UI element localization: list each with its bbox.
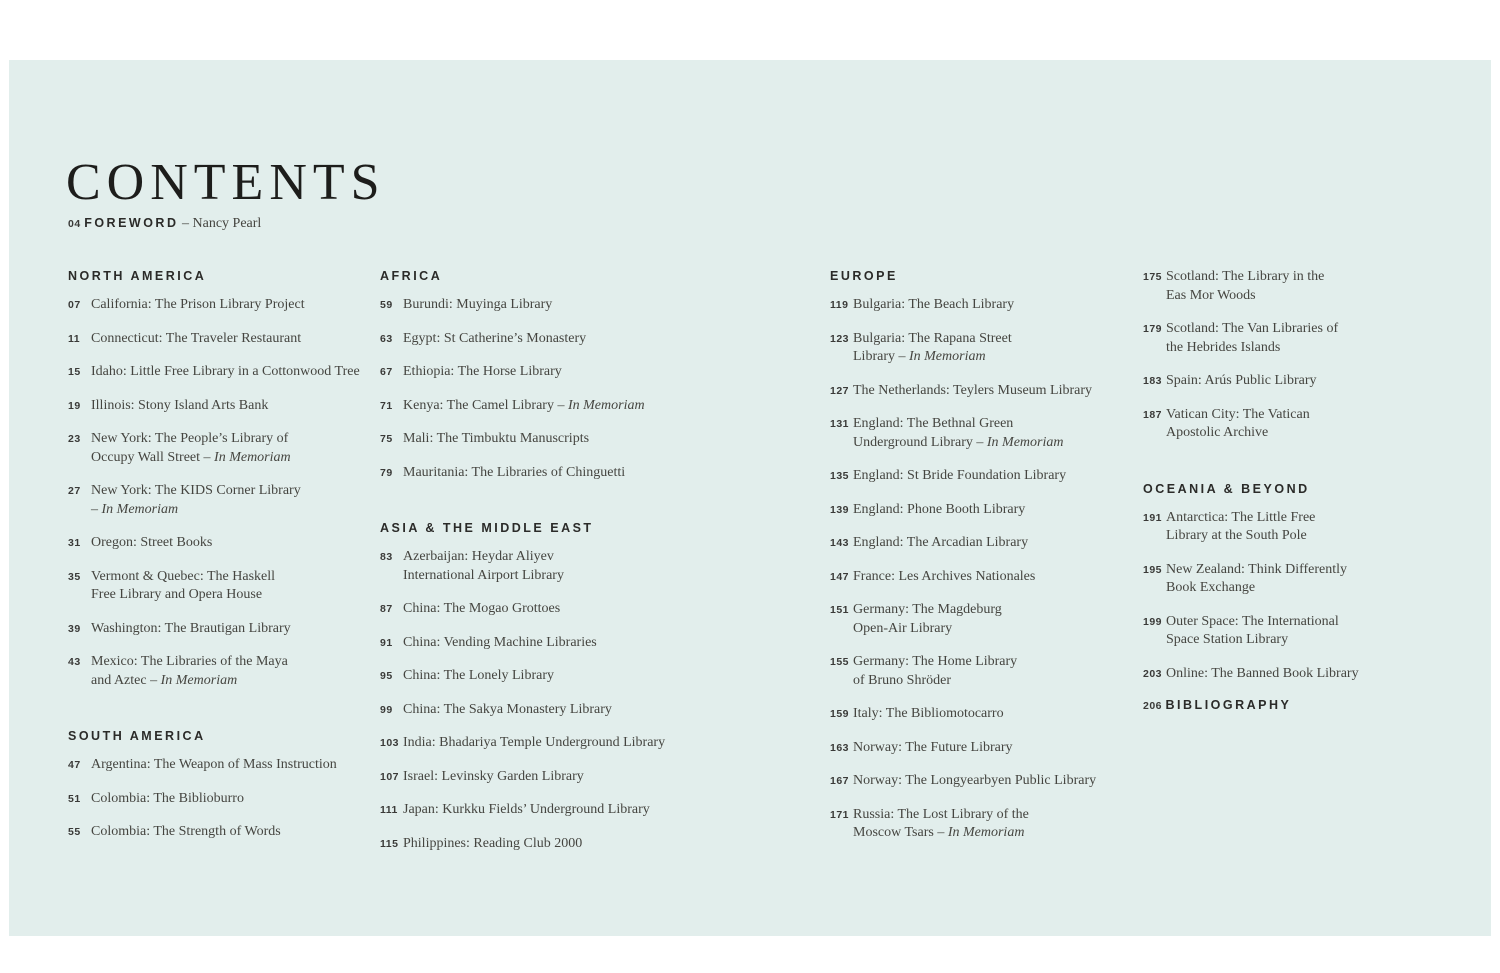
toc-entry [1143, 268, 1395, 305]
page-number: 115 [380, 837, 399, 850]
toc-entry [68, 620, 380, 639]
entry-title: New York: The KIDS Corner Library – In Memoriam [91, 483, 301, 517]
toc-column-4 [1143, 268, 1395, 714]
section-heading: ASIA & THE MIDDLE EAST [380, 521, 594, 535]
entry-title: China: The Lonely Library [403, 668, 554, 683]
toc-entry [1143, 509, 1395, 546]
page-number: 127 [830, 384, 850, 397]
page-number: 15 [68, 366, 81, 378]
toc-entry [1143, 372, 1395, 391]
page-number: 35 [68, 570, 81, 583]
page-number: 199 [1143, 615, 1163, 628]
page-number: 11 [68, 332, 81, 345]
section-heading: NORTH AMERICA [68, 269, 207, 283]
entry-title: Colombia: The Biblioburro [91, 790, 244, 806]
toc-entry [68, 756, 380, 775]
toc-entry [380, 801, 692, 820]
toc-entry [830, 296, 1132, 315]
entry-title: Antarctica: The Little Free Library at the South Pole [1166, 509, 1316, 543]
page-number: 159 [830, 708, 850, 720]
page-number: 59 [380, 299, 393, 311]
foreword-author: – Nancy Pearl [182, 216, 262, 231]
page-number: 79 [380, 466, 393, 479]
toc-entry [68, 653, 380, 690]
entry-title: Spain: Arús Public Library [1166, 373, 1317, 388]
toc-entry [830, 501, 1132, 520]
toc-entry [380, 701, 692, 720]
toc-entry [380, 768, 692, 787]
page-number: 151 [830, 604, 850, 616]
page-number: 55 [68, 826, 81, 838]
foreword-label: FOREWORD [84, 216, 179, 230]
toc-entry [830, 534, 1132, 553]
toc-entry [68, 397, 380, 416]
toc-entry [380, 430, 692, 449]
page-number: 51 [68, 792, 81, 805]
toc-entry [380, 548, 692, 585]
entry-title: Online: The Banned Book Library [1166, 665, 1359, 681]
section-africa [380, 268, 692, 482]
entry-title: India: Bhadariya Temple Underground Library [403, 735, 666, 750]
toc-entry [380, 835, 692, 854]
page-number: 31 [68, 537, 81, 549]
entry-title: New York: The People’s Library of Occupy Wall Street – In Memoriam [91, 431, 291, 465]
bibliography-line [1143, 698, 1395, 714]
entry-title: Argentina: The Weapon of Mass Instruction [91, 757, 337, 772]
page-number: 147 [830, 570, 850, 583]
entry-title: Connecticut: The Traveler Restaurant [91, 330, 302, 346]
page-number: 47 [68, 759, 81, 771]
page-number: 183 [1143, 375, 1163, 387]
entry-title: Russia: The Lost Library of the Moscow Tsars – In Memoriam [853, 806, 1029, 840]
toc-entry [1143, 665, 1395, 684]
entry-title: New Zealand: Think Differently Book Exchange [1166, 561, 1348, 595]
entry-title: England: The Arcadian Library [853, 535, 1029, 550]
section-oceania-beyond [1143, 481, 1395, 684]
entry-title: Norway: The Future Library [853, 739, 1013, 755]
page-number: 04 [68, 218, 81, 230]
page-number: 07 [68, 299, 81, 311]
entry-title: Idaho: Little Free Library in a Cottonwood Tree [91, 364, 360, 379]
entry-title: Japan: Kurkku Fields’ Underground Library [403, 802, 650, 817]
toc-entry [68, 482, 380, 519]
page-number: 67 [380, 366, 393, 378]
toc-entry [1143, 613, 1395, 650]
section-heading: EUROPE [830, 269, 898, 283]
entry-title: California: The Prison Library Project [91, 297, 305, 312]
entry-title: Bulgaria: The Beach Library [853, 297, 1015, 312]
section-south-america [68, 728, 380, 842]
section-heading: OCEANIA & BEYOND [1143, 481, 1310, 496]
toc-entry [830, 382, 1132, 401]
page-number: 171 [830, 808, 850, 821]
entry-title: Mauritania: The Libraries of Chinguetti [403, 464, 626, 480]
toc-entry [68, 296, 380, 315]
entry-title: Illinois: Stony Island Arts Bank [91, 397, 269, 413]
toc-entry [830, 601, 1132, 638]
entry-title: Kenya: The Camel Library – In Memoriam [403, 397, 645, 413]
page-number: 191 [1143, 511, 1163, 524]
entry-title: Israel: Levinsky Garden Library [403, 768, 584, 784]
toc-entry [380, 634, 692, 653]
page-number: 95 [380, 670, 393, 682]
page-number: 167 [830, 775, 850, 787]
toc-entry [1143, 320, 1395, 357]
toc-entry [380, 397, 692, 416]
toc-entry [830, 653, 1132, 690]
page-number: 187 [1143, 408, 1163, 421]
bibliography-label: BIBLIOGRAPHY [1165, 698, 1292, 712]
page-number: 131 [830, 418, 850, 430]
page-number: 103 [380, 737, 400, 749]
toc-column-2 [380, 268, 692, 868]
page-number: 19 [68, 399, 81, 412]
entry-title: Vermont & Quebec: The Haskell Free Library and Opera House [91, 568, 276, 602]
toc-entry [830, 568, 1132, 587]
toc-entry [68, 568, 380, 605]
toc-entry [830, 772, 1132, 791]
page-number: 71 [380, 399, 393, 412]
toc-entry [380, 667, 692, 686]
entry-title: China: Vending Machine Libraries [403, 634, 597, 650]
page-number: 206 [1143, 700, 1163, 712]
page-number: 175 [1143, 271, 1163, 283]
entry-title: Colombia: The Strength of Words [91, 824, 281, 839]
entry-title: Italy: The Bibliomotocarro [853, 706, 1004, 721]
toc-entry [380, 464, 692, 483]
toc-entry [1143, 561, 1395, 598]
entry-title: Vatican City: The Vatican Apostolic Archive [1166, 406, 1310, 440]
entry-title: Burundi: Muyinga Library [403, 297, 553, 312]
entry-title: Mali: The Timbuktu Manuscripts [403, 431, 590, 446]
entry-title: Mexico: The Libraries of the Maya and Aztec – In Memoriam [91, 654, 288, 688]
entry-title: Bulgaria: The Rapana Street Library – In Memoriam [853, 330, 1012, 364]
entry-title: Germany: The Home Library of Bruno Shröder [853, 654, 1018, 688]
toc-entry [830, 739, 1132, 758]
toc-entry [380, 330, 692, 349]
page-number: 123 [830, 332, 850, 345]
section-continued [1143, 268, 1395, 443]
toc-entry [830, 415, 1132, 452]
toc-entry [1143, 406, 1395, 443]
page-number: 163 [830, 741, 850, 754]
section-heading: AFRICA [380, 269, 443, 283]
toc-column-1 [68, 268, 380, 857]
toc-entry [380, 296, 692, 315]
toc-entry [830, 467, 1132, 486]
page-number: 75 [380, 433, 393, 445]
page-number: 99 [380, 703, 393, 716]
entry-title: Washington: The Brautigan Library [91, 620, 291, 636]
toc-entry [380, 363, 692, 382]
entry-title: Philippines: Reading Club 2000 [403, 835, 583, 851]
page-number: 27 [68, 485, 81, 497]
page-number: 203 [1143, 667, 1163, 680]
page-number: 83 [380, 551, 393, 563]
entry-title: China: The Mogao Grottoes [403, 601, 561, 616]
entry-title: Egypt: St Catherine’s Monastery [403, 330, 587, 346]
section-heading: SOUTH AMERICA [68, 729, 206, 743]
page-number: 107 [380, 770, 400, 783]
entry-title: Azerbaijan: Heydar Aliyev International Airport Library [403, 549, 564, 583]
entry-title: England: St Bride Foundation Library [853, 468, 1067, 483]
section-north-america [68, 268, 380, 690]
entry-title: The Netherlands: Teylers Museum Library [853, 382, 1093, 398]
toc-entry [68, 823, 380, 842]
toc-entry [830, 705, 1132, 724]
page-number: 87 [380, 603, 393, 615]
page-number: 91 [380, 636, 393, 649]
entry-title: Ethiopia: The Horse Library [403, 364, 562, 379]
entry-title: Outer Space: The International Space Station Library [1166, 613, 1339, 647]
entry-title: Germany: The Magdeburg Open-Air Library [853, 602, 1002, 636]
entry-title: England: The Bethnal Green Underground Library – In Memoriam [853, 416, 1064, 450]
page-number: 179 [1143, 323, 1163, 335]
page-number: 135 [830, 470, 850, 482]
page-number: 39 [68, 622, 81, 635]
page-number: 195 [1143, 563, 1163, 576]
toc-entry [68, 430, 380, 467]
page-number: 139 [830, 503, 850, 516]
entry-title: China: The Sakya Monastery Library [403, 701, 612, 717]
toc-column-3 [830, 268, 1132, 858]
page-number: 23 [68, 433, 81, 445]
entry-title: France: Les Archives Nationales [853, 568, 1036, 584]
entry-title: England: Phone Booth Library [853, 501, 1026, 517]
section-europe [830, 268, 1132, 843]
toc-entry [68, 534, 380, 553]
toc-entry [68, 330, 380, 349]
toc-entry [68, 790, 380, 809]
foreword-line [68, 216, 261, 232]
toc-entry [830, 330, 1132, 367]
page-title: CONTENTS [66, 153, 386, 211]
entry-title: Norway: The Longyearbyen Public Library [853, 773, 1097, 788]
toc-entry [830, 806, 1132, 843]
entry-title: Scotland: The Library in the Eas Mor Woods [1166, 269, 1325, 303]
page-number: 111 [380, 804, 398, 816]
toc-entry [380, 600, 692, 619]
entry-title: Oregon: Street Books [91, 535, 213, 550]
entry-title: Scotland: The Van Libraries of the Hebrides Islands [1166, 321, 1339, 355]
toc-entry [68, 363, 380, 382]
page-number: 43 [68, 656, 81, 668]
page-number: 63 [380, 332, 393, 345]
page-number: 155 [830, 656, 850, 668]
toc-entry [380, 734, 692, 753]
page-number: 119 [830, 299, 849, 311]
section-asia-the-middle-east [380, 520, 692, 853]
page-number: 143 [830, 537, 850, 549]
